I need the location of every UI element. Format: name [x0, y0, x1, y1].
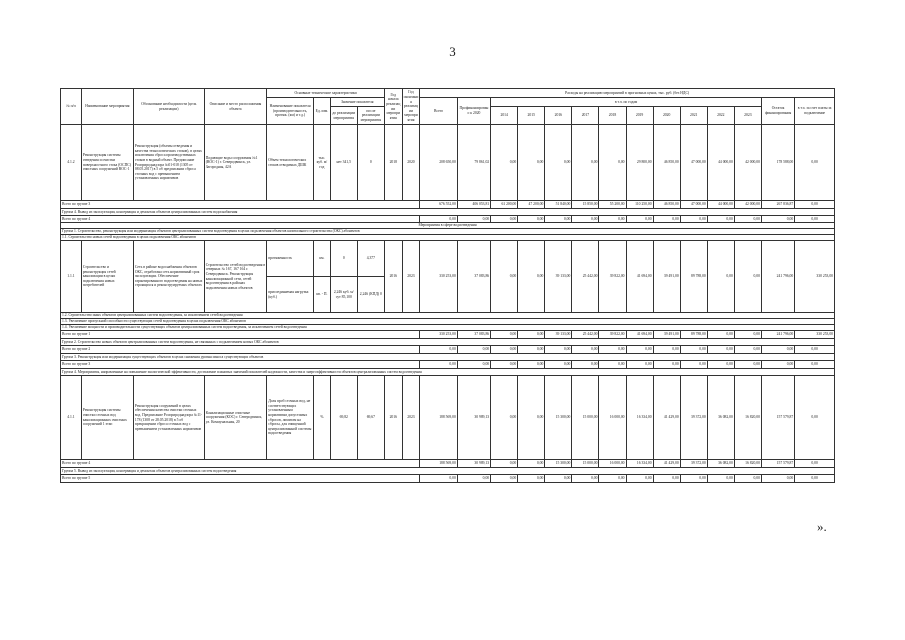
total-value: 0,00	[680, 346, 707, 354]
total-value: 0,00	[653, 475, 680, 483]
total-value: 41 694,00	[626, 331, 653, 339]
total-value: 0,00	[734, 216, 761, 223]
header-unit: Ед. изм.	[314, 98, 331, 125]
total-value: 0,00	[545, 361, 572, 369]
row-year-value: 0,00	[572, 125, 599, 201]
total-value: 41 429,00	[653, 460, 680, 468]
total-value: 0,00	[545, 475, 572, 483]
subgroup-label: 1.4. Увеличение мощности и производительности существующих объектов централизованных систем водоотведения, за исключением сетей водоотведения	[61, 325, 835, 331]
total-value: 0,00	[734, 346, 761, 354]
total-value: 0,00	[599, 216, 626, 223]
total-value: 406 053,81	[457, 201, 490, 209]
row-remaining: 157 579,87	[761, 376, 794, 460]
total-label: Всего по группе 1	[61, 331, 420, 339]
header-year-col: 2017	[572, 107, 599, 125]
row-year-value: 25 442,00	[572, 241, 599, 313]
table-row-total	[61, 460, 835, 468]
header-value-after: после реализации мероприятия	[357, 107, 384, 125]
row-year-value: 89 788,00	[680, 241, 707, 313]
row-year-value: 0,00	[545, 125, 572, 201]
row-year-value: 42 000,00	[734, 125, 761, 201]
row-activity: Реконструкция системы отведения и очистки поверхностного стока (ОСПС) очистных сооружений ВОС-1	[81, 125, 133, 201]
header-year-end: Год окончания реализации мероприятия	[402, 89, 420, 125]
header-year-col: 2016	[545, 107, 572, 125]
total-value: 0,00	[680, 475, 707, 483]
row-year-start: 2016	[384, 376, 402, 460]
total-value: 0,00	[599, 475, 626, 483]
total-value: 0,00	[795, 475, 835, 483]
total-value: 0,00	[599, 346, 626, 354]
total-value: 188 569,00	[420, 460, 457, 468]
total-value: 0,00	[491, 216, 518, 223]
total-value: 0,00	[734, 331, 761, 339]
header-year-col: 2014	[491, 107, 518, 125]
total-value: 676 552,00	[420, 201, 457, 209]
total-value: 0,00	[518, 331, 545, 339]
group-row	[61, 339, 835, 346]
total-value: 42 000,00	[734, 201, 761, 209]
total-value: 61 200,00	[491, 201, 518, 209]
row-indicator: Объем технологических стоков отводимых ДШК	[267, 125, 314, 201]
row-year-value: 36 082,00	[707, 376, 734, 460]
row-year-value: 15 000,00	[572, 376, 599, 460]
row-year-end: 2020	[402, 125, 420, 201]
table-row-total	[61, 361, 835, 369]
row-year-value: 0,00	[518, 241, 545, 313]
header-year-start: Год начала реализации мероприятия	[384, 89, 402, 125]
total-value: 44 000,00	[707, 201, 734, 209]
header-year-col: 2023	[734, 107, 761, 125]
row-total: 208 650,00	[420, 125, 457, 201]
header-tech-group: Основные технические характеристики	[267, 89, 385, 98]
total-value: 0,00	[545, 216, 572, 223]
investment-program-table	[60, 88, 835, 483]
total-value: 0,00	[795, 361, 835, 369]
total-value: 0,00	[457, 361, 490, 369]
row-borrowed: 330 253,00	[795, 241, 835, 313]
total-value: 36 082,00	[707, 460, 734, 468]
row-indicator: Доля проб сточных вод, не соответствующих установленным нормативам допустимых сбросов, лимитам на сбросы, для очищенной централизованной системы водоотведения	[267, 376, 314, 460]
total-value: 0,00	[545, 346, 572, 354]
header-year-col: 2018	[599, 107, 626, 125]
row-total: 188 569,00	[420, 376, 457, 460]
total-value: 0,00	[680, 216, 707, 223]
group-label: Группа 2. Строительство новых объектов централизованных систем водоотведения, не связанных с подключением новых ОКС абонентов	[61, 339, 835, 346]
header-value-group: Значение показателя	[330, 98, 384, 107]
row-justification: Реконструкция сооружений в целях обеспечения качества очистки сточных вод. Предписание Росприроднадзора №11-178 (1308 от 28.05.2018) в 5 об прекращении сброса сточных вод с превышением установленных нормативов	[133, 376, 204, 460]
total-value: 16 000,00	[599, 460, 626, 468]
total-value: 0,00	[626, 346, 653, 354]
group-label: Группа 1. Строительство, реконструкция или модернизация объектов централизованных систем водоотведения в целях подключения объектов капитального строительства (ОКС) абонентов	[61, 229, 835, 235]
total-value: 46 850,00	[653, 201, 680, 209]
row-num: 1.1.1	[61, 241, 82, 313]
total-value: 0,00	[761, 216, 794, 223]
header-indicator: Наименование показателя (производительность, протяж. (км) и т.д.)	[267, 98, 314, 125]
row-total: 330 253,00	[420, 241, 457, 313]
total-value: 0,00	[653, 216, 680, 223]
row-indicator: присоединяемая нагрузка (куб.)	[267, 277, 314, 313]
total-value: 0,00	[626, 216, 653, 223]
row-remaining: 241 796,00	[761, 241, 794, 313]
row-before: 0	[330, 241, 357, 277]
row-year-value: 0,00	[734, 241, 761, 313]
subgroup-label: 1.3. Увеличение пропускной способности существующих сетей водоотведения в целях подключения ОКС абонентов	[61, 319, 835, 325]
row-year-value: 0,00	[491, 376, 518, 460]
row-year-value: 16 000,00	[599, 376, 626, 460]
row-unit: км.	[314, 241, 331, 277]
row-year-start: 2018	[384, 125, 402, 201]
total-value: 0,00	[795, 216, 835, 223]
header-incl-borrowed: в т.ч. за счет платы за подключение	[795, 98, 835, 125]
table-row	[61, 125, 835, 201]
table-row	[61, 376, 835, 460]
group-row	[61, 468, 835, 475]
total-value: 39 372,00	[680, 460, 707, 468]
total-value: 30 989,13	[457, 460, 490, 468]
total-value: 0,00	[491, 460, 518, 468]
total-value: 39 133,00	[545, 331, 572, 339]
group-row	[61, 354, 835, 361]
row-location: Канализационные очистные сооружения (КОС) г. Северодвинск, ул. Коммунальная, 20	[204, 376, 266, 460]
row-year-value: 41 429,00	[653, 376, 680, 460]
row-year-value: 0,00	[518, 125, 545, 201]
total-label: Всего по группе 3	[61, 201, 420, 209]
total-value: 0,00	[572, 475, 599, 483]
header-value-before: до реализации мероприятия	[330, 107, 357, 125]
table-row-total	[61, 216, 835, 223]
table-row-total	[61, 346, 835, 354]
header-total: Всего	[420, 98, 457, 125]
total-value: 47 200,00	[518, 201, 545, 209]
total-value: 0,00	[572, 361, 599, 369]
row-remaining: 178 588,00	[761, 125, 794, 201]
subgroup-label: 1.1. Строительство новых сетей водоотведения в целях подключения ОКС абонентов	[61, 235, 835, 241]
row-num: 4.1.1	[61, 376, 82, 460]
header-year-col: 2015	[518, 107, 545, 125]
total-value: 16 820,00	[734, 460, 761, 468]
header-remaining: Остаток финансирования	[761, 98, 794, 125]
total-value: 0,00	[707, 361, 734, 369]
total-value: 0,00	[457, 216, 490, 223]
total-value: 15 850,00	[572, 201, 599, 209]
total-value: 0,00	[707, 475, 734, 483]
closing-quote-mark: ».	[817, 519, 827, 534]
group-label: Группа 3. Реконструкция или модернизация существующих объектов в целях снижения уровня износа существующих объектов	[61, 354, 835, 361]
total-value: 0,00	[707, 346, 734, 354]
total-value: 0,00	[680, 361, 707, 369]
row-year-end: 2023	[402, 376, 420, 460]
total-value: 0,00	[420, 216, 457, 223]
total-value: 0,00	[795, 460, 835, 468]
total-value: 0,00	[707, 331, 734, 339]
total-value: 0,00	[518, 475, 545, 483]
header-by-years: в т.ч. по годам	[491, 98, 762, 107]
total-label: Всего по группе 5	[61, 475, 420, 483]
group-row	[61, 369, 835, 376]
total-value: 0,00	[420, 346, 457, 354]
row-before: 2,246 куб. м/сут 85,100	[330, 277, 357, 313]
row-activity: Строительство и реконструкция сетей канализации в целях подключения новых потребителей	[81, 241, 133, 313]
group-row	[61, 209, 835, 216]
total-value: 0,00	[518, 361, 545, 369]
row-year-value: 46 850,00	[653, 125, 680, 201]
total-value: 15 300,00	[545, 460, 572, 468]
row-borrowed: 0,00	[795, 376, 835, 460]
row-year-value: 0,00	[491, 125, 518, 201]
total-value: 39 491,00	[653, 331, 680, 339]
group-label: Группа 4. Мероприятия, направленные на повышение экологической эффективности, достижение плановых значений показателей надежности, качества и энергоэффективности объектов централизованных систем водоотведения	[61, 369, 835, 376]
total-value: 55 200,00	[599, 201, 626, 209]
header-num: № п/п	[61, 89, 82, 125]
total-value: 0,00	[518, 346, 545, 354]
total-label: Всего по группе 2	[61, 346, 420, 354]
row-financed: 30 989,13	[457, 376, 490, 460]
row-indicator: протяженность	[267, 241, 314, 277]
row-year-end: 2023	[402, 241, 420, 313]
total-value: 51 840,00	[545, 201, 572, 209]
row-before: 69,82	[330, 376, 357, 460]
subgroup-label: 1.2. Строительство иных объектов централизованных систем водоотведения, за исключением сетей водоотведения	[61, 313, 835, 319]
row-year-start: 2016	[384, 241, 402, 313]
total-value: 0,00	[626, 475, 653, 483]
total-value: 15 000,00	[572, 460, 599, 468]
total-value: 0,00	[572, 346, 599, 354]
total-value: 0,00	[734, 475, 761, 483]
table-row-total	[61, 331, 835, 339]
total-value: 0,00	[420, 361, 457, 369]
header-year-col: 2022	[707, 107, 734, 125]
total-label: Всего по группе 4	[61, 460, 420, 468]
total-value: 330 253,00	[795, 331, 835, 339]
total-value: 0,00	[491, 361, 518, 369]
total-value: 0,00	[761, 475, 794, 483]
total-value: 16 334,00	[626, 460, 653, 468]
row-year-value: 0,00	[707, 241, 734, 313]
total-value: 241 796,00	[761, 331, 794, 339]
total-value: 0,00	[457, 475, 490, 483]
header-costs-group: Расходы на реализацию мероприятий в прогнозных ценах, тыс. руб. (без НДС)	[420, 89, 835, 98]
table-row-total	[61, 475, 835, 483]
section-label: Мероприятия в сфере водоотведения	[61, 223, 835, 229]
row-unit: кв. - П.	[314, 277, 331, 313]
total-value: 89 788,00	[680, 331, 707, 339]
row-year-value: 39 372,00	[680, 376, 707, 460]
total-value: 330 253,00	[420, 331, 457, 339]
row-borrowed: 0,00	[795, 125, 835, 201]
header-justification: Обоснование необходимости (цель реализации)	[133, 89, 204, 125]
row-year-value: 47 000,00	[680, 125, 707, 201]
row-num: 4.1.2	[61, 125, 82, 201]
total-value: 0,00	[599, 361, 626, 369]
row-year-value: 41 694,00	[626, 241, 653, 313]
total-value: 0,00	[420, 475, 457, 483]
group-label: Группа 5. Вывод из эксплуатации, консервация и демонтаж объектов централизованных систем водоотведения	[61, 468, 835, 475]
row-year-value: 0,00	[518, 376, 545, 460]
row-after: 2,246 (КПД) 0	[357, 277, 384, 313]
row-after: 4,377	[357, 241, 384, 277]
row-year-value: 39 133,00	[545, 241, 572, 313]
row-year-value: 16 334,00	[626, 376, 653, 460]
total-value: 0,00	[795, 201, 835, 209]
group-label: Группа 4. Вывод из эксплуатации, консервация и демонтаж объектов централизованных систем водоснабжения	[61, 209, 835, 216]
row-financed: 37 083,86	[457, 241, 490, 313]
total-value: 267 836,87	[761, 201, 794, 209]
total-value: 25 442,00	[572, 331, 599, 339]
page-number: 3	[449, 44, 456, 59]
row-year-value: 16 820,00	[734, 376, 761, 460]
total-value: 39 822,00	[599, 331, 626, 339]
row-after: 0	[357, 125, 384, 201]
table-row-total	[61, 201, 835, 209]
row-location: Подающие воды сооружения №1 (ВОС-1) г. Северодвинск, ул. Загородная, 42А	[204, 125, 266, 201]
total-value: 110 250,00	[626, 201, 653, 209]
row-after: 69,67	[357, 376, 384, 460]
table-row	[61, 241, 835, 277]
total-value: 0,00	[761, 361, 794, 369]
row-year-value: 44 000,00	[707, 125, 734, 201]
total-value: 0,00	[457, 346, 490, 354]
row-year-value: 39 491,00	[653, 241, 680, 313]
row-location: Строительство сетей водоотведения в северных № 167, 167 164 г. Северодвинск. Реконструкция канализационной сети, сетей водоотведения в районах подключения новых объектов	[204, 241, 266, 313]
row-justification: Сеть в районе водоснабжения объектов ОКС, отработана сеть нормативный срок эксплуатации. Обеспечение гарантированного водоотведения на новых строящихся и реконструируемых объектах	[133, 241, 204, 313]
total-value: 0,00	[491, 475, 518, 483]
row-before: нет 341,5	[330, 125, 357, 201]
header-year-col: 2020	[653, 107, 680, 125]
total-value: 0,00	[572, 216, 599, 223]
row-year-value: 29 800,00	[626, 125, 653, 201]
row-unit: тыс. куб. м/ год	[314, 125, 331, 201]
total-value: 0,00	[518, 460, 545, 468]
total-value: 0,00	[795, 346, 835, 354]
row-justification: Реконструкция (объемы отведения и качества технологических стоков), в целях исключения сброса производственных стоков в водный объект. Предписание Росприроднадзора №01-018 (1305 от 08.05.2017) в 5 об предписании сброса сточных вод с превышением установленных нормативов	[133, 125, 204, 201]
header-financed: Профинансировано к 2020	[457, 98, 490, 125]
total-value: 37 083,86	[457, 331, 490, 339]
total-value: 157 579,87	[761, 460, 794, 468]
total-value: 0,00	[626, 361, 653, 369]
row-year-value: 15 300,00	[545, 376, 572, 460]
total-value: 0,00	[653, 346, 680, 354]
row-activity: Реконструкция системы очистки сточных вод канализационных очистных сооружений 1 этап	[81, 376, 133, 460]
row-unit: %	[314, 376, 331, 460]
total-label: Всего по группе 4	[61, 216, 420, 223]
header-location: Описание и место расположения объекта	[204, 89, 266, 125]
total-value: 47 000,00	[680, 201, 707, 209]
row-year-value: 39 822,00	[599, 241, 626, 313]
header-year-col: 2019	[626, 107, 653, 125]
total-value: 0,00	[761, 346, 794, 354]
total-label: Всего по группе 3	[61, 361, 420, 369]
total-value: 0,00	[707, 216, 734, 223]
header-year-col: 2021	[680, 107, 707, 125]
investment-program-table-sheet	[60, 88, 835, 520]
row-year-value: 0,00	[599, 125, 626, 201]
total-value: 0,00	[491, 346, 518, 354]
total-value: 0,00	[518, 216, 545, 223]
total-value: 0,00	[491, 331, 518, 339]
total-value: 0,00	[734, 361, 761, 369]
total-value: 0,00	[653, 361, 680, 369]
header-activity: Наименование мероприятия	[81, 89, 133, 125]
row-financed: 79 861,02	[457, 125, 490, 201]
row-year-value: 0,00	[491, 241, 518, 313]
